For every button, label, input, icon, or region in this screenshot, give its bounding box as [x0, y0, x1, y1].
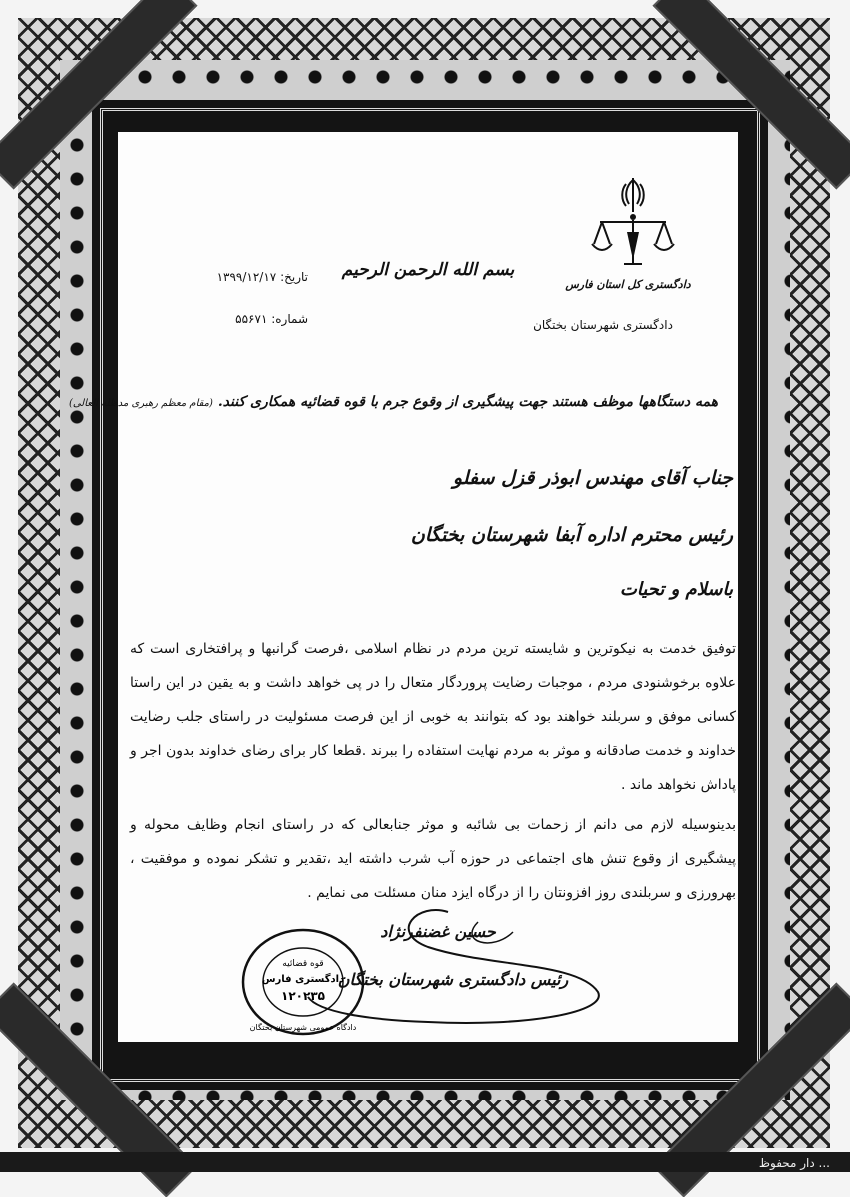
stamp-ring-text: دادگاه عمومی شهرستان بختگان: [249, 1023, 357, 1032]
letter-number: [148, 312, 308, 326]
court-name: دادگستری شهرستان بختگان: [533, 318, 673, 332]
leader-quote: [68, 394, 718, 410]
stamp-line-1: قوه قضائیه: [282, 959, 324, 969]
footer-strip: [0, 1152, 850, 1172]
body-paragraph: بدینوسیله لازم می دانم از زحمات بی شائبه و موثر جنابعالی که در راستای انجام وظایف محوله و پیشگیری از وقوع تنش های اجتماعی در حوزه آب شرب داشته اید ،تقدیر و تشکر نموده و موفقیت ، بهرورزی و سربلندی روز افزونتان را از درگاه ایزد منان مسئلت می نمایم .: [130, 817, 736, 901]
justice-scales-emblem-icon: [588, 172, 678, 277]
signer-name: حسین غضنفرنژاد: [380, 922, 496, 941]
department-title: دادگستری کل استان فارس: [565, 278, 691, 291]
letter-body: [130, 632, 736, 910]
stamp-line-2: دادگستری فارس: [261, 974, 345, 985]
leader-quote-attribution: (مقام معظم رهبری مدظله العالی): [68, 398, 213, 409]
signer-title: رئیس دادگستری شهرستان بختگان: [337, 970, 569, 989]
footer-clipped-text: ... دار محفوظ: [758, 1156, 830, 1170]
number-value: ۵۵۶۷۱: [235, 312, 268, 326]
basmala-heading: بسم الله الرحمن الرحیم: [341, 260, 515, 280]
date-label: تاریخ:: [280, 270, 308, 284]
addressee-title: رئیس محترم اداره آبفا شهرستان بختگان: [410, 524, 733, 546]
certificate-paper: [68, 132, 738, 1042]
date-value: ۱۳۹۹/۱۲/۱۷: [216, 270, 277, 284]
addressee-name: جناب آقای مهندس ابوذر قزل سفلو: [452, 467, 733, 489]
body-paragraph: توفیق خدمت به نیکوترین و شایسته ترین مردم در نظام اسلامی ،فرصت گرانبها و پرافتخاری است که علاوه برخوشنودی مردم ، موجبات رضایت پروردگار متعال را در پی خواهد داشت و به یقین در این راستا کسانی موفق و سربلند خواهند بود که بتوانند به خوبی از این فرصت مسئولیت در راستای جلب رضایت خداوند و خدمت صادقانه و موثر به مردم نهایت استفاده را ببرند .قطعا کار برای رضای خداوند بدون اجر و پاداش نخواهد ماند .: [130, 641, 736, 793]
number-label: شماره:: [271, 312, 308, 326]
letter-date: [148, 270, 308, 284]
greeting: باسلام و تحیات: [619, 579, 733, 600]
official-stamp-icon: [238, 922, 368, 1042]
leader-quote-text: همه دستگاهها موظف هستند جهت پیشگیری از وقوع جرم با قوه قضائیه همکاری کنند.: [217, 394, 718, 410]
stamp-line-3: ۱۲۰۲۳۵: [281, 989, 325, 1003]
